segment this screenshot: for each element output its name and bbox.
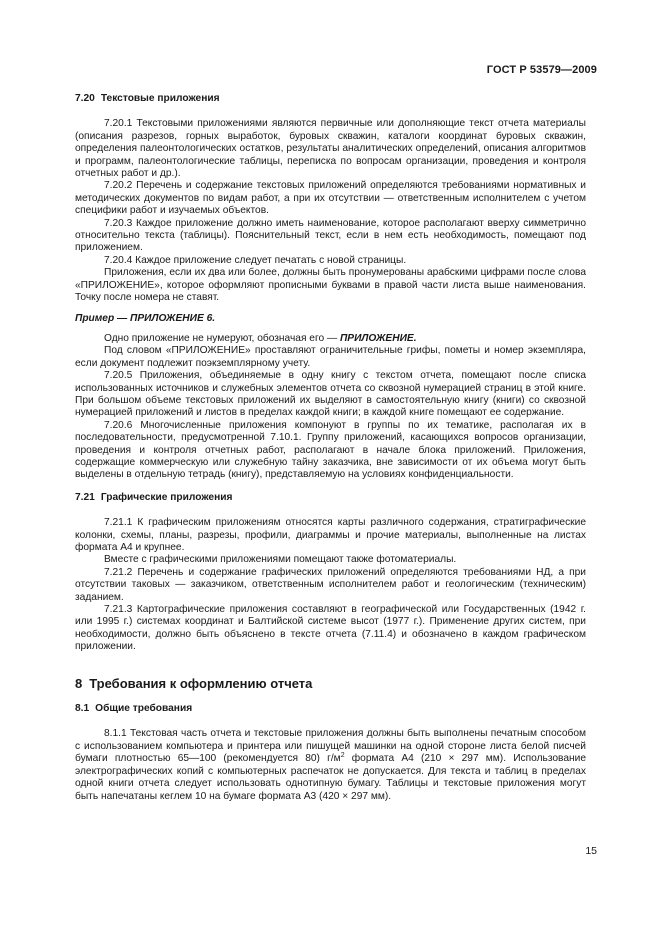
paragraph-single-appendix: Одно приложение не нумеруют, обозначая его — ПРИЛОЖЕНИЕ. <box>104 332 417 344</box>
section-number: 8.1 <box>75 703 90 715</box>
section-number: 7.20 <box>75 93 95 104</box>
page-number: 15 <box>585 845 597 857</box>
section-title: Общие требования <box>95 703 193 715</box>
paragraph-appendix-stamps: Под словом «ПРИЛОЖЕНИЕ» проставляют ограничительные грифы, пометы и номер экземпляра, если документ подлежит поэкземплярному учету. <box>75 345 586 369</box>
example-note: Пример — ПРИЛОЖЕНИЕ 6. <box>75 312 216 324</box>
section-heading-8-1 <box>75 703 586 715</box>
section-number: 8 <box>75 675 83 691</box>
paragraph-7-21-2: 7.21.2 Перечень и содержание графических приложений определяются требованиями НД, а при отсутствии таковых — заказчиком, ответственным исполнителем работ и геологическим (техническим) заданием. <box>75 566 586 603</box>
paragraph-7-20-3: 7.20.3 Каждое приложение должно иметь наименование, которое располагают вверху симметрично относительно текста (таблицы). Пояснительный текст, если в нем есть необходимость, помещают под приложением. <box>75 217 586 254</box>
appendix-word: ПРИЛОЖЕНИЕ. <box>339 332 417 344</box>
section-heading-7-20 <box>75 93 586 105</box>
paragraph-photo-materials: Вместе с графическими приложениями помещают также фотоматериалы. <box>104 554 457 566</box>
section-title: Требования к оформлению отчета <box>89 675 313 691</box>
paragraph-7-21-3: 7.21.3 Картографические приложения составляют в географической или Государственных (1942 г. или 1995 г.) системах координат и Балтийской системе высот (1977 г.). Применение других систем, при необходимости, должно быть объяснено в тексте отчета (7.11.4) и обозначено в каждом графическом приложении. <box>75 604 586 653</box>
paragraph-7-21-1: 7.21.1 К графическим приложениям относятся карты различного содержания, стратиграфические колонки, схемы, планы, разрезы, профили, диаграммы и прочие материалы, выполненные на листах формата А4 и крупнее. <box>75 517 586 553</box>
section-number: 7.21 <box>75 491 95 503</box>
paragraph-7-20-1: 7.20.1 Текстовыми приложениями являются первичные или дополняющие текст отчета материалы (описания разрезов, горных выработок, буровых скважин, каталоги координат буровых скважин, определения палеонтологических остатков, результаты аналитических определений, описания алгоритмов и программ, палеонтологические таблицы, переписка по вопросам организации, проведения и контроля отчетных работ и др.). <box>75 118 586 180</box>
section-title: Текстовые приложения <box>100 93 220 104</box>
document-code: ГОСТ Р 53579—2009 <box>486 64 597 76</box>
paragraph-7-20-2: 7.20.2 Перечень и содержание текстовых приложений определяются требованиями нормативных и методических документов по видам работ, а при их отсутствии — ответственным исполнителем с учетом специфики работ и изучаемых объектов. <box>75 180 586 217</box>
paragraph-appendix-numbering: Приложения, если их два или более, должны быть пронумерованы арабскими цифрами после слова «ПРИЛОЖЕНИЕ», которое оформляют прописными буквами в правой части листа выше наименования. Точку после номера не ставят. <box>75 267 586 304</box>
section-heading-7-21 <box>75 492 586 504</box>
paragraph-7-20-6: 7.20.6 Многочисленные приложения компонуют в группы по их тематике, располагая их в последовательности, предусмотренной 7.10.1. Группу приложений, касающихся вопросов организации, проведения и контроля отчетных работ, располагают в начале блока приложений. Приложения, содержащие коммерческую или служебную тайну заказчика, вне зависимости от их объема могут быть выделены в отдельную тетрадь (книгу), представляемую на условиях конфиденциальности. <box>75 419 586 481</box>
paragraph-7-20-5: 7.20.5 Приложения, объединяемые в одну книгу с текстом отчета, помещают после списка использованных источников и служебных элементов отчета со сквозной нумерацией страниц в этой книге. При большом объеме текстовых приложений их выделяют в самостоятельную книгу (книги) со сквозной нумерацией приложений и листов в пределах каждой книги; в каждой книге помещают ее содержание. <box>75 370 586 419</box>
paragraph-8-1-1: 8.1.1 Текстовая часть отчета и текстовые приложения должны быть выполнены печатным способом с использованием компьютера и принтера или пишущей машинки на одной стороне листа белой писчей бумаги плотностью 65—100 (рекомендуется 80) $г/м^2$ формата А4 (210 × 297 мм). Использование электрографических копий с компьютерных распечаток не допускается. Для текста и таблиц в пределах одной книги отчета следует использовать однотипную бумагу. Таблицы и текстовые приложения могут быть напечатаны кеглем 10 на бумаге формата А3 (420 × 297 мм). <box>75 728 587 802</box>
section-title: Графические приложения <box>100 491 233 503</box>
section-heading-8 <box>75 675 586 691</box>
paragraph-7-20-4: 7.20.4 Каждое приложение следует печатать с новой страницы. <box>104 254 407 266</box>
page-content <box>75 93 586 803</box>
